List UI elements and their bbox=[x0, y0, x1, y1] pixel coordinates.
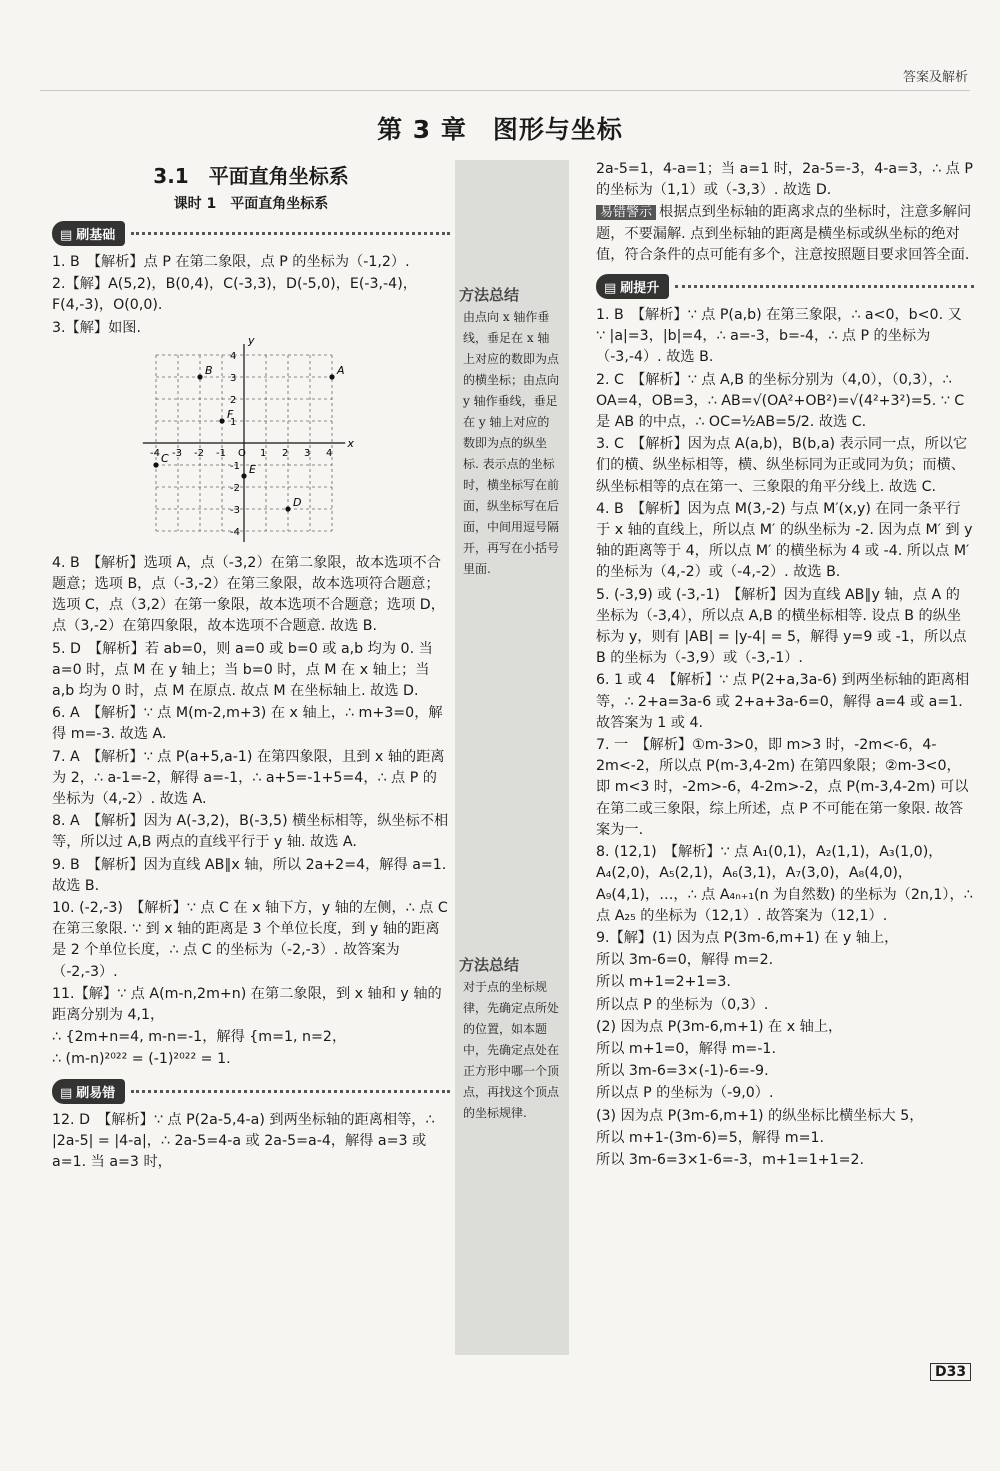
answer-item: 所以 3m-6=3×(-1)-6=-9. bbox=[596, 1063, 769, 1080]
answer-item: 1. B 【解析】点 P 在第二象限，点 P 的坐标为（-1,2）. bbox=[52, 254, 410, 270]
method-title: 方法总结 bbox=[459, 286, 520, 304]
answer-item: 4. B 【解析】选项 A，点（-3,2）在第二象限，故本选项不合题意；选项 B，点（-3,-2）在第三象限，故本选项符合题意；选项 C，点（3,2）在第一象限，故本选项不合题意；选项 D，点（3,-2）在第四象限，故本选项不合题意. 故选 B. bbox=[52, 554, 445, 635]
improve-label bbox=[596, 274, 974, 299]
answer-item: 8. (12,1) 【解析】∵ 点 A₁(0,1)，A₂(1,1)，A₃(1,0)，A₄(2,0)，A₅(2,1)，A₆(3,1)，A₇(3,0)，A₈(4,0)，A₉(4,1)，…，∴ 点 A₄ₙ₊₁(n 为自然数) 的坐标为（2n,1），∴ 点 A₂₅ 的坐标为（12,1）. 故答案为（12,1）. bbox=[596, 844, 973, 924]
improve-badge: ▤ 刷提升 bbox=[596, 274, 669, 299]
y-tick-label: 3 bbox=[230, 372, 237, 384]
x-tick-label: O bbox=[238, 447, 246, 459]
answer-item: 5. (-3,9) 或 (-3,-1) 【解析】因为直线 AB∥y 轴，点 A 的坐标为（-3,4），所以点 A,B 的横坐标相等. 设点 B 的纵坐标为 y，则有 |AB| = |y-4| = 5，解得 y=9 或 -1，所以点 B 的坐标为（-3,9）或（-3,-1）. bbox=[596, 586, 967, 667]
answer-item: 3.【解】如图. bbox=[52, 319, 141, 336]
answer-item: 3. C 【解析】因为点 A(a,b)，B(b,a) 表示同一点，所以它们的横、纵坐标相等，横、纵坐标同为正或同为负；而横、纵坐标相等的点在第一、三象限的角平分线上. 故选 C. bbox=[596, 436, 968, 495]
y-tick-label: -1 bbox=[230, 460, 240, 472]
method-tip: 由点向 x 轴作垂线，垂足在 x 轴上对应的数即为点的横坐标；由点向 y 轴作垂线，垂足在 y 轴上对应的数即为点的纵坐标. 表示点的坐标时，横坐标写在前面，纵坐标写在后面，中间用逗号隔开，再写在小括号里面. bbox=[463, 310, 560, 576]
answer-item: 所以点 P 的坐标为（-9,0）. bbox=[596, 1085, 774, 1102]
point-C bbox=[153, 462, 158, 467]
y-tick-label: 2 bbox=[230, 394, 237, 406]
y-tick-label: -3 bbox=[230, 504, 240, 516]
chapter-title: 第 3 章 图形与坐标 bbox=[377, 115, 623, 144]
x-tick-label: -4 bbox=[150, 447, 160, 459]
answer-item: ∴ (m-n)²⁰²² = (-1)²⁰²² = 1. bbox=[52, 1051, 231, 1068]
x-tick-label: 3 bbox=[304, 447, 311, 459]
answer-item: 所以 m+1-(3m-6)=5，解得 m=1. bbox=[596, 1129, 825, 1146]
answer-item: 所以 m+1=0，解得 m=-1. bbox=[596, 1040, 776, 1057]
answer-item: 11.【解】∵ 点 A(m-n,2m+n) 在第二象限，到 x 轴和 y 轴的距离分别为 4,1， bbox=[52, 985, 442, 1024]
answer-item: 7. A 【解析】∵ 点 P(a+5,a-1) 在第四象限，且到 x 轴的距离为 2，∴ a-1=-2，解得 a=-1，∴ a+5=-1+5=4，∴ 点 P 的坐标为（4,-2）. 故选 A. bbox=[52, 748, 445, 808]
lesson-title: 课时 1 平面直角坐标系 bbox=[173, 196, 329, 212]
answer-item: 1. B 【解析】∵ 点 P(a,b) 在第三象限，∴ a<0，b<0. 又 ∵ |a|=3，|b|=4，∴ a=-3，b=-4，∴ 点 P 的坐标为（-3,-4）. 故选 B. bbox=[596, 307, 962, 366]
point-label-C: C bbox=[161, 451, 169, 465]
point-D bbox=[285, 506, 290, 511]
dotted-rule bbox=[675, 285, 974, 288]
tip-column bbox=[455, 160, 569, 1355]
y-tick-label: 4 bbox=[230, 350, 237, 362]
point-F bbox=[219, 418, 224, 423]
answer-item: 7. 一 【解析】①m-3>0，即 m>3 时，-2m<-6，4-2m<-2，所以点 P(m-3,4-2m) 在第四象限；②m-3<0，即 m<3 时，-2m>-6，4-2m>-2，点 P(m-3,4-2m) 可以在第二或三象限，综上所述，点 P 不可能在第一象限. 故答案为一. bbox=[596, 737, 969, 838]
point-label-F: F bbox=[227, 407, 234, 421]
answer-item: 所以 3m-6=0，解得 m=2. bbox=[596, 952, 774, 969]
y-tick-label: 1 bbox=[230, 416, 237, 428]
coordinate-graph bbox=[144, 333, 450, 547]
answer-item: 6. 1 或 4 【解析】∵ 点 P(2+a,3a-6) 到两坐标轴的距离相等，∴ 2+a=3a-6 或 2+a+3a-6=0，解得 a=4 或 a=1. 故答案为 1 或 4. bbox=[596, 672, 970, 731]
x-tick-label: -2 bbox=[194, 447, 204, 459]
mistake-badge: ▤ 刷易错 bbox=[52, 1079, 125, 1104]
point-label-E: E bbox=[249, 462, 256, 476]
point-label-B: B bbox=[205, 363, 213, 377]
x-tick-label: 2 bbox=[282, 447, 289, 459]
answer-item: 6. A 【解析】∵ 点 M(m-2,m+3) 在 x 轴上，∴ m+3=0，解得 m=-3. 故选 A. bbox=[52, 705, 443, 743]
answer-item: 8. A 【解析】因为 A(-3,2)，B(-3,5) 横坐标相等，纵坐标不相等，所以过 A,B 两点的直线平行于 y 轴. 故选 A. bbox=[52, 813, 449, 851]
section-title: 3.1 平面直角坐标系 bbox=[153, 164, 349, 188]
y-axis-label: y bbox=[248, 333, 255, 347]
point-label-A: A bbox=[337, 363, 345, 377]
dotted-rule bbox=[131, 232, 450, 235]
page-number: D33 bbox=[930, 1363, 971, 1381]
x-tick-label: -3 bbox=[172, 447, 182, 459]
method-tip: 对于点的坐标规律，先确定点所处的位置，如本题中，先确定点处在正方形中哪一个顶点，再找这个顶点的坐标规律. bbox=[463, 980, 560, 1120]
x-tick-label: 1 bbox=[260, 447, 267, 459]
point-E bbox=[241, 473, 246, 478]
answer-item: 2.【解】A(5,2)，B(0,4)，C(-3,3)，D(-5,0)，E(-3,-4)，F(4,-3)，O(0,0). bbox=[52, 276, 417, 314]
y-tick-label: -4 bbox=[230, 526, 240, 538]
y-tick-label: -2 bbox=[230, 482, 240, 494]
left-column bbox=[52, 158, 450, 1174]
mistake-label bbox=[52, 1079, 450, 1104]
method-title: 方法总结 bbox=[459, 956, 520, 974]
answer-item: (2) 因为点 P(3m-6,m+1) 在 x 轴上， bbox=[596, 1018, 843, 1035]
right-column bbox=[596, 158, 974, 1172]
point-B bbox=[197, 374, 202, 379]
header-rule bbox=[40, 90, 970, 91]
answer-item: 9.【解】(1) 因为点 P(3m-6,m+1) 在 y 轴上， bbox=[596, 929, 899, 946]
answer-item: 所以点 P 的坐标为（0,3）. bbox=[596, 996, 769, 1013]
warning-badge: 易错警示 bbox=[596, 205, 656, 220]
answer-item: 2. C 【解析】∵ 点 A,B 的坐标分别为（4,0），（0,3），∴ OA=4，OB=3，∴ AB=√(OA²+OB²)=√(4²+3²)=5. ∵ C 是 AB 的中点，∴ OC=½AB=5/2. 故选 C. bbox=[596, 371, 965, 431]
answer-item: (3) 因为点 P(3m-6,m+1) 的纵坐标比横坐标大 5， bbox=[596, 1107, 924, 1124]
basic-label bbox=[52, 221, 450, 246]
warning-text: 根据点到坐标轴的距离求点的坐标时，注意多解问题，不要漏解. 点到坐标轴的距离是横坐标或纵坐标的绝对值，符合条件的点可能有多个，注意按照题目要求回答全面. bbox=[596, 204, 972, 263]
answer-item: 所以 3m-6=3×1-6=-3，m+1=1+1=2. bbox=[596, 1151, 865, 1168]
warning-note bbox=[596, 202, 974, 266]
answer-item: 4. B 【解析】因为点 M(3,-2) 与点 M′(x,y) 在同一条平行于 x 轴的直线上，所以点 M′ 的纵坐标为 -2. 因为点 M′ 到 y 轴的距离等于 4，所以点 M′ 的横坐标为 4 或 -4. 所以点 M′ 的坐标为（4,-2）或（-4,-2）. 故选 B. bbox=[596, 500, 973, 581]
answer-item: 5. D 【解析】若 ab=0，则 a=0 或 b=0 或 a,b 均为 0. 当 a=0 时，点 M 在 y 轴上；当 b=0 时，点 M 在 x 轴上；当 a,b 均为 0 时，点 M 在原点. 故点 M 在坐标轴上. 故选 D. bbox=[52, 640, 433, 700]
graph-svg bbox=[144, 333, 374, 543]
point-A bbox=[329, 374, 334, 379]
answer-item: 2a-5=1，4-a=1；当 a=1 时，2a-5=-3，4-a=3，∴ 点 P 的坐标为（1,1）或（-3,3）. 故选 D. bbox=[596, 161, 973, 199]
dotted-rule bbox=[131, 1090, 450, 1093]
x-tick-label: 4 bbox=[326, 447, 333, 459]
x-axis-label: x bbox=[347, 436, 354, 450]
answer-item: 12. D 【解析】∵ 点 P(2a-5,4-a) 到两坐标轴的距离相等，∴ |2a-5| = |4-a|，∴ 2a-5=4-a 或 2a-5=a-4，解得 a=3 或 a=1. 当 a=3 时， bbox=[52, 1111, 435, 1171]
x-tick-label: -1 bbox=[216, 447, 226, 459]
answer-item: 10. (-2,-3) 【解析】∵ 点 C 在 x 轴下方，y 轴的左侧，∴ 点 C 在第三象限. ∵ 到 x 轴的距离是 3 个单位长度，到 y 轴的距离是 2 个单位长度，∴ 点 C 的坐标为（-2,-3）. 故答案为（-2,-3）. bbox=[52, 900, 448, 980]
basic-badge: ▤ 刷基础 bbox=[52, 221, 125, 246]
point-label-D: D bbox=[293, 495, 302, 509]
answer-item: 9. B 【解析】因为直线 AB∥x 轴，所以 2a+2=4，解得 a=1. 故选 B. bbox=[52, 856, 447, 894]
answer-item: ∴ {2m+n=4, m-n=-1，解得 {m=1, n=2， bbox=[52, 1029, 347, 1046]
header-tag: 答案及解析 bbox=[902, 70, 968, 85]
answer-item: 所以 m+1=2+1=3. bbox=[596, 974, 731, 991]
